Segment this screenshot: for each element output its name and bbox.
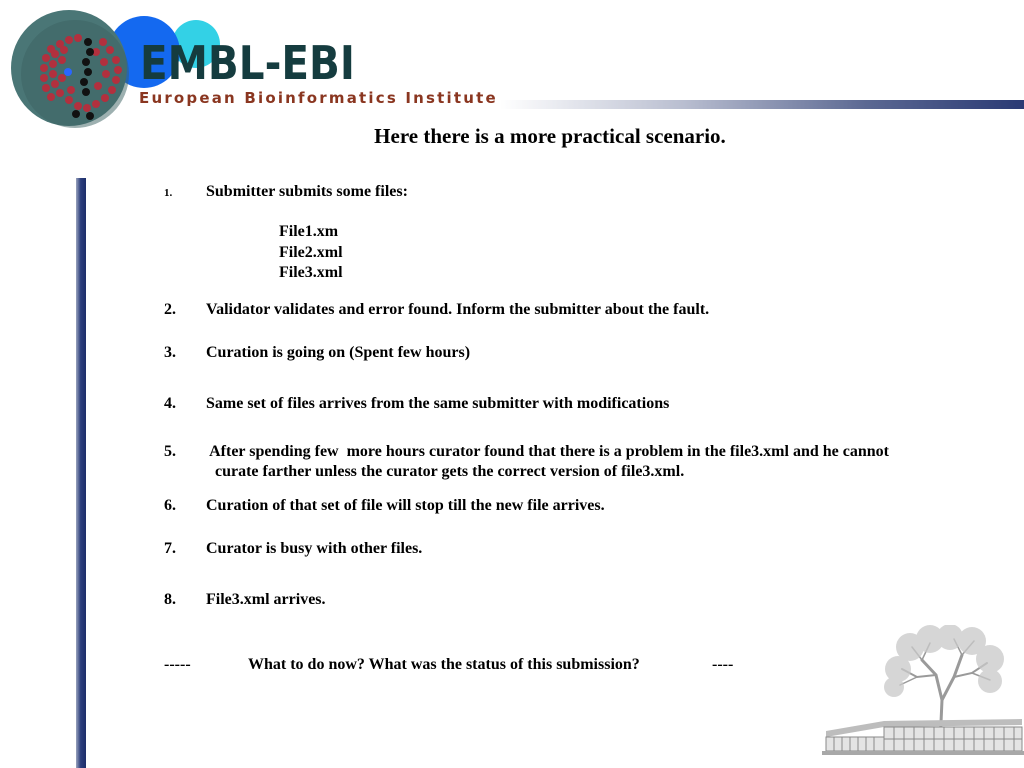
header-rule bbox=[500, 100, 1024, 109]
item-number: 5. bbox=[164, 443, 176, 460]
left-accent-bar bbox=[76, 178, 86, 768]
item-text: Curation of that set of file will stop till the new file arrives. bbox=[206, 497, 605, 514]
list-item-4 bbox=[164, 395, 669, 413]
logo-subtitle: European Bioinformatics Institute bbox=[139, 89, 498, 107]
list-item-2 bbox=[164, 301, 709, 319]
item-text: Submitter submits some files: bbox=[206, 183, 408, 200]
file-name: File1.xm bbox=[279, 223, 339, 240]
list-item-5 bbox=[164, 443, 889, 461]
file-name: File3.xml bbox=[279, 264, 343, 281]
item-number: 3. bbox=[164, 344, 176, 361]
item-text: Same set of files arrives from the same submitter with modifications bbox=[206, 395, 670, 412]
item-number: 2. bbox=[164, 301, 176, 318]
item-text: Validator validates and error found. Inform the submitter about the fault. bbox=[206, 301, 710, 318]
file-list bbox=[279, 222, 343, 284]
question-left-dashes: ----- bbox=[164, 656, 191, 673]
list-item-3 bbox=[164, 344, 470, 362]
item-number: 8. bbox=[164, 591, 176, 608]
embl-ebi-logo bbox=[0, 0, 520, 130]
item-number: 1. bbox=[164, 187, 173, 199]
item-text: File3.xml arrives. bbox=[206, 591, 326, 608]
item-number: 6. bbox=[164, 497, 176, 514]
slide-title: Here there is a more practical scenario. bbox=[374, 124, 726, 148]
institute-building-image bbox=[822, 625, 1024, 768]
question-right-dashes: ---- bbox=[712, 656, 734, 673]
list-item-6 bbox=[164, 497, 605, 515]
item-text: Curation is going on (Spent few hours) bbox=[206, 344, 471, 361]
item-number: 7. bbox=[164, 540, 176, 557]
list-item-8 bbox=[164, 591, 326, 609]
list-item-1 bbox=[164, 183, 408, 201]
item-number: 4. bbox=[164, 395, 176, 412]
question-text: What to do now? What was the status of this submission? bbox=[248, 656, 640, 673]
logo-title: EMBL-EBI bbox=[140, 36, 355, 90]
item-text: Curator is busy with other files. bbox=[206, 540, 423, 557]
list-item-7 bbox=[164, 540, 422, 558]
item-text: After spending few more hours curator found that there is a problem in the file3.xml and he cannot bbox=[206, 443, 889, 460]
list-item-5-continuation: curate farther unless the curator gets the correct version of file3.xml. bbox=[215, 463, 685, 480]
file-name: File2.xml bbox=[279, 243, 343, 261]
